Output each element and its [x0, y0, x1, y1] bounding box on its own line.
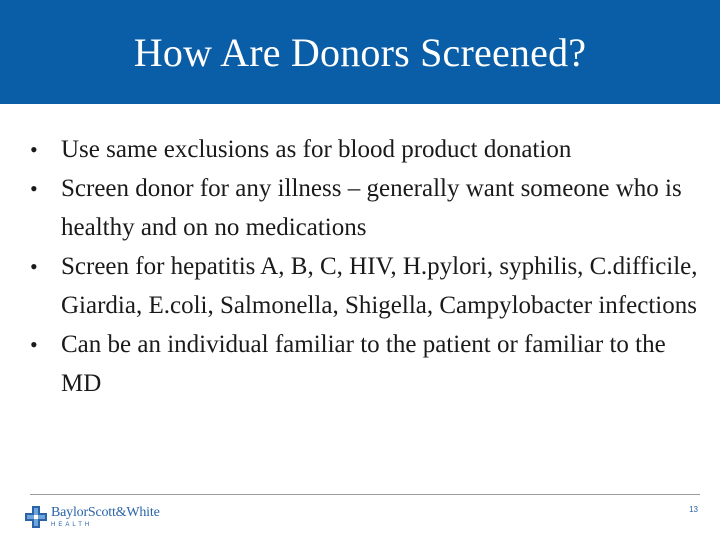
bullet-item — [30, 130, 700, 169]
title-bar — [0, 0, 720, 104]
bullet-item — [30, 325, 700, 403]
footer-divider — [30, 494, 700, 495]
bullet-text: Use same exclusions as for blood product donation — [61, 136, 572, 163]
logo-name: BaylorScott&White — [51, 505, 160, 520]
bullet-text: Can be an individual familiar to the patient or familiar to the MD — [61, 331, 666, 397]
bullet-item — [30, 169, 700, 247]
page-number: 13 — [689, 505, 698, 514]
bullet-text: Screen for hepatitis A, B, C, HIV, H.pylori, syphilis, C.difficile, Giardia, E.coli, Salmonella, Shigella, Campylobacter infections — [61, 253, 698, 319]
bullet-marker: • — [30, 332, 38, 357]
bullet-item — [30, 247, 700, 325]
bullet-marker: • — [30, 176, 38, 201]
bullet-marker: • — [30, 137, 38, 162]
baylor-scott-white-logo — [24, 505, 160, 529]
bullet-list — [30, 130, 700, 403]
bullet-marker: • — [30, 254, 38, 279]
bullet-text: Screen donor for any illness – generally want someone who is healthy and on no medications — [61, 175, 682, 241]
slide-title: How Are Donors Screened? — [133, 29, 587, 75]
cross-logo-icon — [24, 505, 48, 529]
logo-subtitle: HEALTH — [51, 522, 93, 528]
